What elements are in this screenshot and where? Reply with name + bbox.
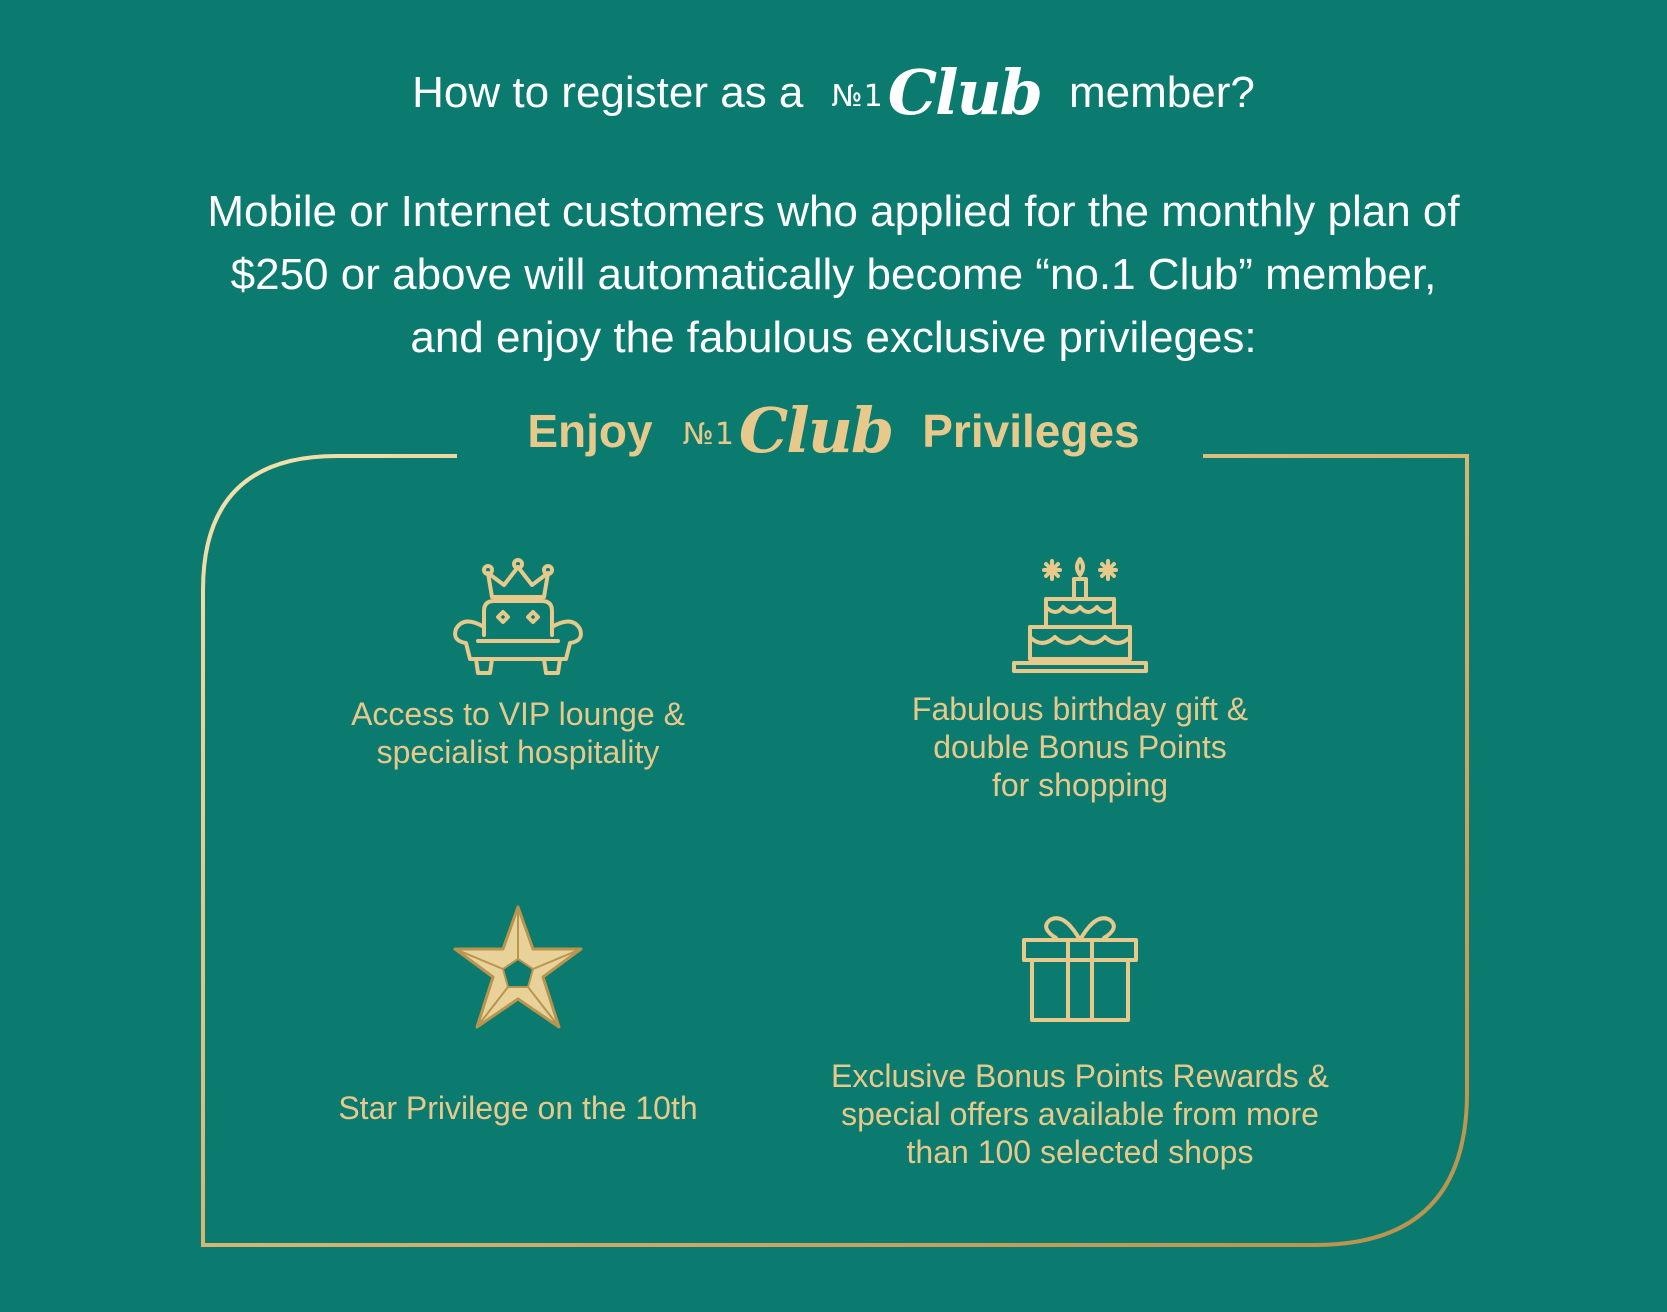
privilege-text: Access to VIP lounge & specialist hospitality <box>351 696 685 770</box>
no1-club-logo-gold <box>682 394 893 467</box>
heading-prefix: How to register as a <box>412 68 804 117</box>
privilege-text: Exclusive Bonus Points Rewards & special offers available from more than 100 selected shops <box>831 1058 1329 1170</box>
title-prefix: Enjoy <box>527 405 653 457</box>
logo-club-script: Club <box>887 56 1042 129</box>
privilege-vip-lounge <box>298 555 738 771</box>
star-icon <box>453 905 583 1029</box>
eligibility-description: Mobile or Internet customers who applied for the monthly plan of $250 or above will automatically become “no.1 Club” member, and enjoy the fabulous exclusive privileges: <box>207 187 1460 362</box>
privilege-bonus-rewards <box>780 910 1380 1171</box>
privilege-star <box>298 905 738 1127</box>
privilege-text: Star Privilege on the 10th <box>338 1090 698 1126</box>
birthday-cake-icon <box>1010 555 1150 680</box>
vip-sofa-crown-icon <box>448 555 588 685</box>
logo-club-script: Club <box>738 394 893 467</box>
logo-number: №1 <box>831 79 884 114</box>
privilege-birthday-gift <box>850 555 1310 804</box>
gift-box-icon <box>1020 910 1140 1025</box>
privilege-text: Fabulous birthday gift & double Bonus Points for shopping <box>911 691 1249 803</box>
logo-number: №1 <box>682 417 735 452</box>
title-suffix: Privileges <box>922 405 1140 457</box>
privileges-title <box>0 394 1667 467</box>
heading-suffix: member? <box>1069 68 1255 117</box>
